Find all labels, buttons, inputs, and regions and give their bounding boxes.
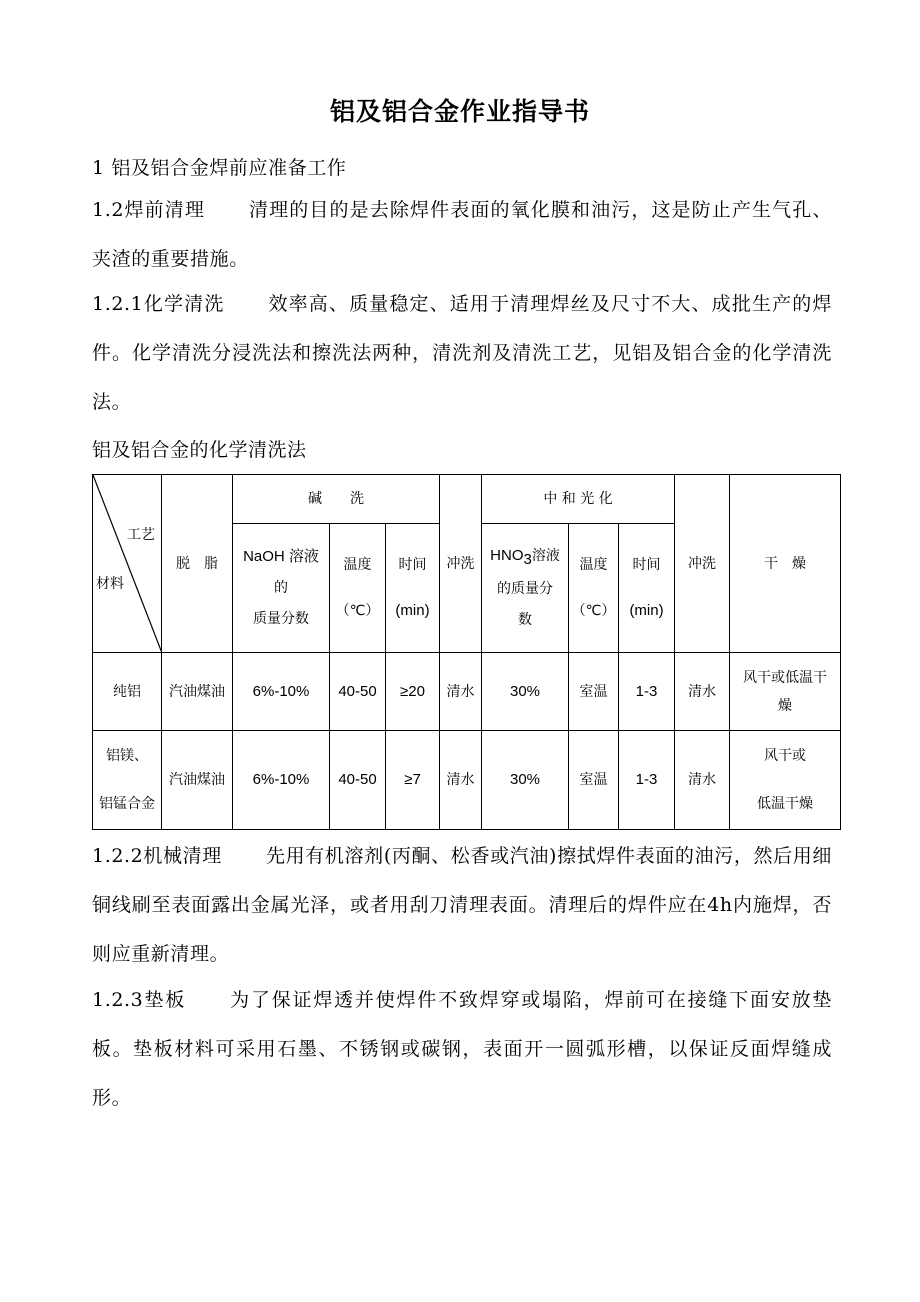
paragraph-1-2-label: 1.2焊前清理: [92, 199, 206, 221]
header-hno3-suffix: 溶液: [531, 547, 560, 564]
section-heading: 1 铝及铝合金焊前应准备工作: [92, 157, 347, 179]
cell-time-2: 1-3: [619, 653, 675, 731]
cell-rinse: 清水: [440, 731, 482, 830]
table-row: [93, 653, 841, 731]
header-time-2-label: 时间: [632, 557, 661, 573]
header-material: 材料: [96, 576, 124, 592]
cell-dry-line2: 低温干燥: [757, 796, 814, 812]
cell-temp: 40-50: [330, 653, 386, 731]
header-time: [386, 524, 440, 653]
cell-material: [93, 653, 162, 731]
table-caption: 铝及铝合金的化学清洗法: [92, 439, 307, 461]
paragraph-1-2-2: [92, 832, 832, 979]
header-naoh-line3: 质量分数: [253, 611, 309, 627]
cell-time-2: 1-3: [619, 731, 675, 830]
table-row: [93, 731, 841, 830]
page-title: 铝及铝合金作业指导书: [329, 97, 590, 126]
header-process: 工艺: [127, 527, 155, 543]
diagonal-line: [93, 475, 162, 653]
header-hno3-line2: 的质量分: [497, 581, 554, 598]
paragraph-1-2-1: [92, 280, 832, 427]
header-temperature: [330, 524, 386, 653]
cell-naoh: 6%-10%: [233, 731, 330, 830]
paragraph-1-2-3-label: 1.2.3垫板: [92, 989, 187, 1011]
cell-material-line1: 纯铝: [113, 683, 141, 700]
cell-naoh: 6%-10%: [233, 653, 330, 731]
cell-rinse-2: 清水: [675, 731, 730, 830]
cell-degrease: 汽油煤油: [162, 731, 233, 830]
paragraph-1-2-1-text: 效率高、质量稳定、适用于清理焊丝及尺寸不大、成批生产的焊件。化学清洗分浸洗法和擦洗法两种，清洗剂及清洗工艺，见铝及铝合金的化学清洗法。: [92, 293, 832, 413]
header-hno3-line3: 数: [518, 612, 533, 629]
cell-degrease: 汽油煤油: [162, 653, 233, 731]
cell-rinse: 清水: [440, 653, 482, 731]
header-corner-cell: [93, 475, 162, 653]
header-naoh-line2: 的: [274, 580, 288, 596]
cell-material-line2: 铝锰合金: [99, 796, 155, 812]
header-temperature-2-label: 温度: [579, 557, 608, 573]
header-hno3-subscript: 3: [523, 550, 532, 568]
header-time-2-unit: (min): [629, 602, 664, 619]
cell-temp-2: 室温: [569, 731, 619, 830]
cell-material-line1: 铝镁、: [106, 748, 148, 764]
cell-temp-2: 室温: [569, 653, 619, 731]
cell-dry-line1: 风干或低温干: [743, 669, 828, 686]
cell-time: ≥20: [386, 653, 440, 731]
cell-dry-line1: 风干或: [764, 748, 807, 764]
paragraph-1-2-2-text: 先用有机溶剂(丙酮、松香或汽油)擦拭焊件表面的油污，然后用细铜线刷至表面露出金属光泽，或者用刮刀清理表面。清理后的焊件应在4h内施焊，否则应重新清理。: [92, 845, 833, 965]
header-temperature-unit: （℃）: [335, 603, 380, 619]
paragraph-1-2: [92, 186, 832, 284]
header-time-unit: (min): [395, 602, 430, 619]
header-degrease: 脱 脂: [162, 475, 233, 653]
header-neutralize: 中 和 光 化: [482, 475, 675, 524]
paragraph-1-2-text: 清理的目的是去除焊件表面的氧化膜和油污，这是防止产生气孔、夹渣的重要措施。: [92, 199, 833, 270]
header-temperature-2-unit: （℃）: [571, 603, 616, 619]
cell-hno3: 30%: [482, 731, 569, 830]
cell-material: [93, 731, 162, 830]
header-hno3-concentration: [482, 524, 569, 653]
cell-temp: 40-50: [330, 731, 386, 830]
cleaning-table: [92, 474, 841, 830]
paragraph-1-2-3-text: 为了保证焊透并使焊件不致焊穿或塌陷，焊前可在接缝下面安放垫板。垫板材料可采用石墨、不锈钢或碳钢，表面开一圆弧形槽，以保证反面焊缝成形。: [92, 989, 833, 1109]
header-dry: 干 燥: [730, 475, 841, 653]
cell-dry-line2: 燥: [778, 697, 793, 714]
paragraph-1-2-1-label: 1.2.1化学清洗: [92, 293, 225, 315]
cell-time: ≥7: [386, 731, 440, 830]
header-time-label: 时间: [398, 557, 427, 573]
header-hno3-formula: HNO: [490, 546, 524, 564]
header-rinse: 冲洗: [440, 475, 482, 653]
cell-dry: [730, 731, 841, 830]
header-temperature-label: 温度: [343, 557, 372, 573]
cell-hno3: 30%: [482, 653, 569, 731]
header-rinse-2: 冲洗: [675, 475, 730, 653]
header-time-2: [619, 524, 675, 653]
header-temperature-2: [569, 524, 619, 653]
paragraph-1-2-2-label: 1.2.2机械清理: [92, 845, 222, 867]
cell-dry: [730, 653, 841, 731]
header-alkali-wash: 碱 洗: [233, 475, 440, 524]
paragraph-1-2-3: [92, 976, 832, 1123]
header-naoh-line1: NaOH 溶液: [243, 548, 319, 565]
cell-rinse-2: 清水: [675, 653, 730, 731]
header-naoh-concentration: [233, 524, 330, 653]
